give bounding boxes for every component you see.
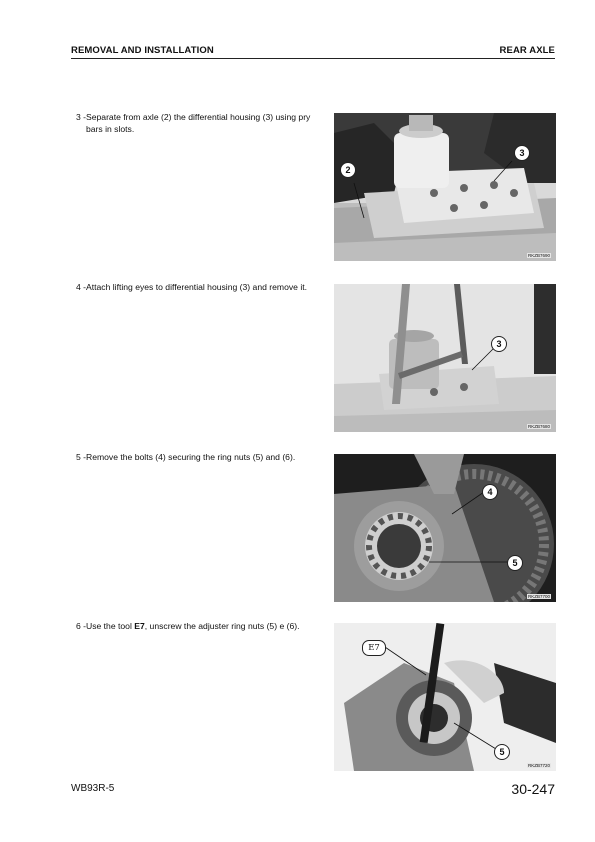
section-title: REMOVAL AND INSTALLATION: [71, 45, 214, 56]
callout-2: 2: [340, 162, 356, 178]
step-text-pre: Use the tool: [86, 621, 135, 631]
photo-code: RKZB7680: [527, 424, 550, 429]
step-3: [76, 112, 321, 135]
step-6: [76, 621, 321, 633]
step-number: 5 -: [76, 452, 87, 462]
photo-adjuster-ring-nuts: [334, 623, 556, 771]
step-text: Remove the bolts (4) securing the ring nuts (5) and (6).: [86, 452, 296, 462]
photo-code: RKZB7700: [527, 594, 550, 599]
photo-lift-housing: [334, 284, 556, 432]
callout-3: 3: [514, 145, 530, 161]
photo-ring-nut-bolts: [334, 454, 556, 602]
header-rule: [71, 58, 555, 59]
tool-code: E7: [134, 621, 145, 631]
step-text: Attach lifting eyes to differential housing (3) and remove it.: [86, 282, 308, 292]
callout-3: 3: [491, 336, 507, 352]
model-number: WB93R-5: [71, 783, 115, 794]
step-number: 4 -: [76, 282, 87, 292]
step-4: [76, 282, 321, 294]
callout-5: 5: [494, 744, 510, 760]
callout-tool-e7: E7: [362, 640, 386, 656]
photo-code: RKZB7690: [527, 253, 550, 258]
step-text: Separate from axle (2) the differential housing (3) using pry bars in slots.: [86, 112, 311, 134]
chapter-title: REAR AXLE: [499, 45, 555, 56]
page-number: 30-247: [511, 781, 555, 797]
step-text: [76, 621, 321, 633]
step-text-post: , unscrew the adjuster ring nuts (5) e (6).: [144, 621, 300, 631]
callout-4: 4: [482, 484, 498, 500]
callout-5: 5: [507, 555, 523, 571]
step-number: 6 -: [76, 621, 87, 631]
step-number: 3 -: [76, 112, 87, 122]
photo-separate-housing: [334, 113, 556, 261]
step-5: [76, 452, 321, 464]
photo-code: RKZB7720: [527, 763, 550, 768]
